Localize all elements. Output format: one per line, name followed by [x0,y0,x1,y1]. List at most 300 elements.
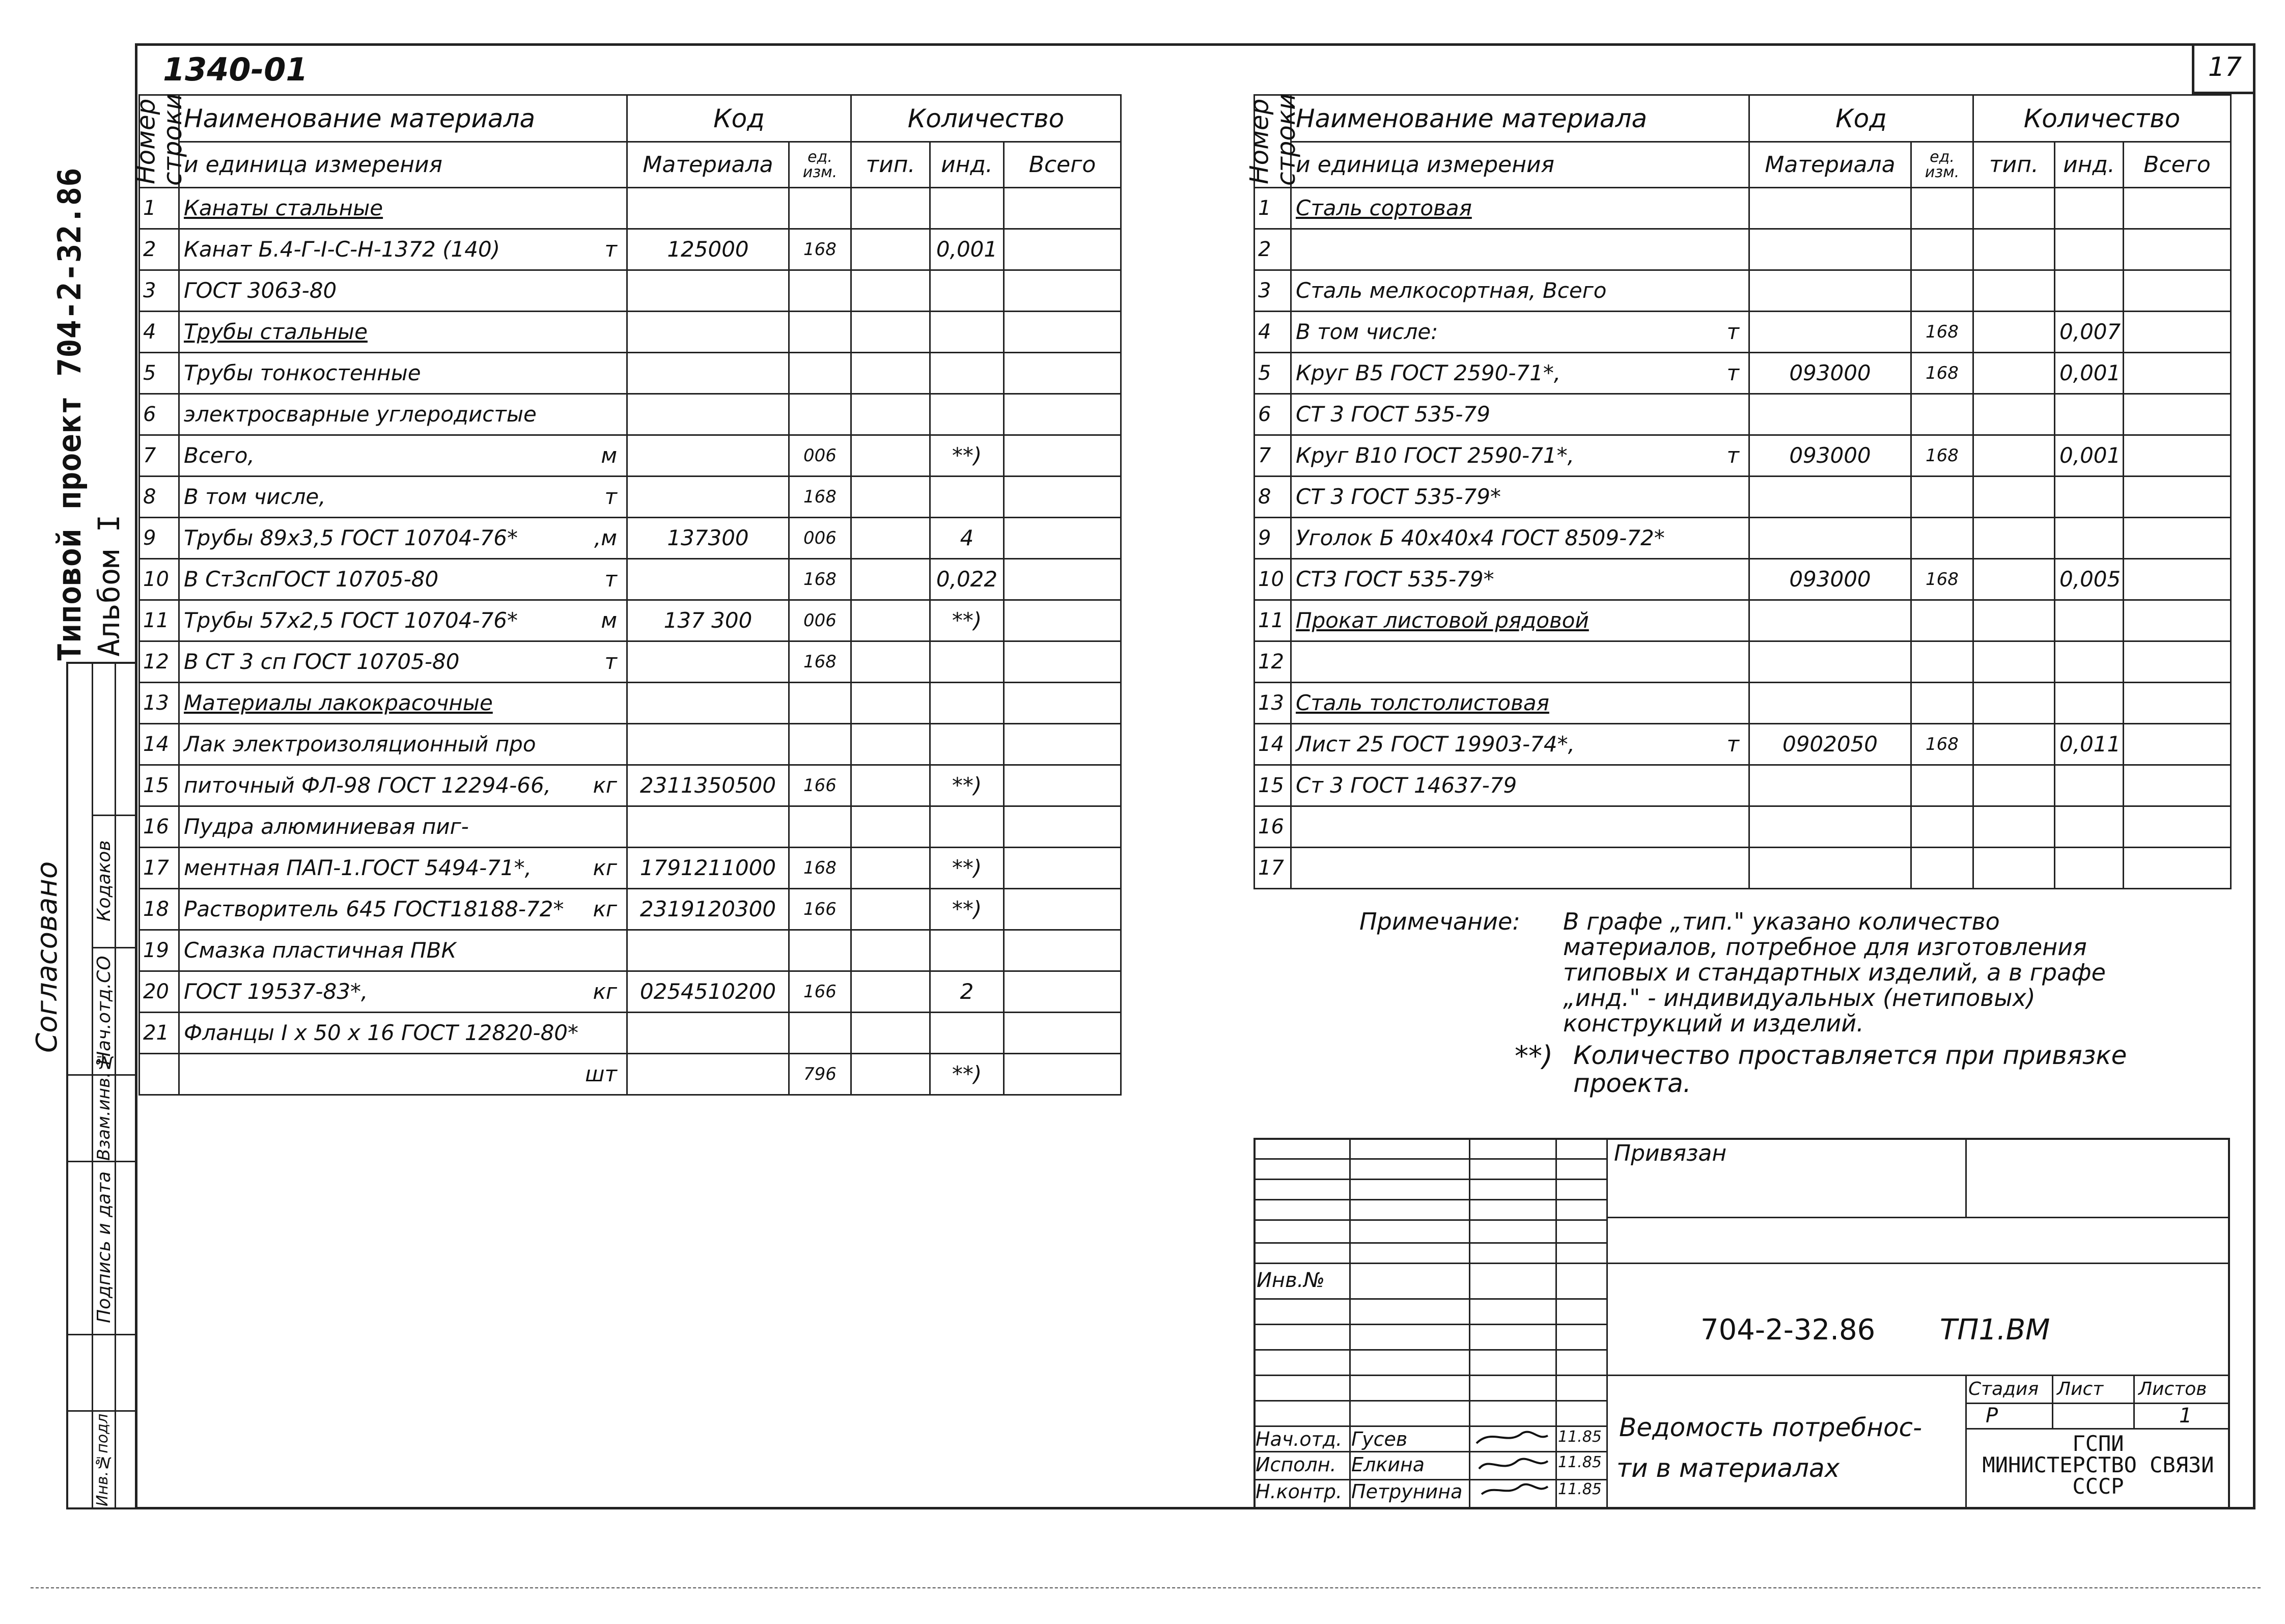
stamp-sheets-label: Листов [2138,1379,2207,1399]
left-row-name [179,477,627,518]
right-row-ind [2055,641,2124,683]
left-row-name [179,559,627,600]
right-row-typ [1973,518,2055,559]
left-table-row [140,229,1121,270]
left-row-ind: **) [930,600,1004,641]
left-row-unit: т [604,237,617,262]
left-table-row [140,971,1121,1013]
left-row-typ [851,1054,930,1095]
right-row-code-material [1749,518,1911,559]
right-row-ind [2055,229,2124,270]
stamp-organization [1966,1433,2230,1497]
right-table-row [1255,518,2231,559]
left-header-typ: тип. [851,142,930,188]
right-table-row [1255,848,2231,889]
right-row-code-material: 093000 [1749,435,1911,477]
left-header-row-number: Номер строки [140,95,179,188]
left-row-code-unit: 168 [789,641,851,683]
left-row-code-unit [789,270,851,312]
left-row-number: 8 [140,477,179,518]
left-row-unit: кг [593,773,617,798]
left-row-ind [930,683,1004,724]
left-row-typ [851,394,930,435]
right-row-number: 8 [1255,477,1291,518]
left-row-total [1004,806,1121,848]
note-star-line-2: проекта. [1573,1069,1691,1098]
left-row-unit: м [601,608,617,633]
right-row-code-unit: 168 [1911,559,1973,600]
left-row-total [1004,848,1121,889]
right-header-total: Всего [2124,142,2231,188]
stamp-stage-label: Стадия [1968,1379,2039,1399]
right-row-number: 13 [1255,683,1291,724]
left-row-ind [930,641,1004,683]
right-table-row [1255,641,2231,683]
left-row-name-text: электросварные углеродистые [184,402,537,427]
left-row-typ [851,806,930,848]
right-row-name-text: Круг В10 ГОСТ 2590-71*, [1296,443,1574,468]
right-table-row [1255,353,2231,394]
left-row-number: 6 [140,394,179,435]
right-row-total [2124,394,2231,435]
left-row-code-unit [789,724,851,765]
right-row-number: 12 [1255,641,1291,683]
left-row-ind: 0,001 [930,229,1004,270]
left-row-name [179,188,627,229]
stamp-title-line-2: ти в материалах [1617,1453,1840,1483]
left-table-row [140,559,1121,600]
right-row-unit: т [1726,443,1739,468]
right-table-row [1255,229,2231,270]
left-row-name [179,229,627,270]
right-row-code-material [1749,765,1911,806]
sheet-number-box [2192,43,2255,94]
drawing-code: 1340-01 [163,51,308,88]
left-row-name [179,435,627,477]
stamp-person-date: 11.85 [1558,1480,1602,1498]
left-row-ind: **) [930,1054,1004,1095]
left-row-code-material: 125000 [627,229,789,270]
left-row-typ [851,435,930,477]
left-row-code-unit [789,683,851,724]
left-row-total [1004,518,1121,559]
right-header-quantity: Количество [1973,95,2231,142]
left-row-ind [930,188,1004,229]
left-row-code-material: 1791211000 [627,848,789,889]
right-row-ind [2055,683,2124,724]
right-row-name [1291,353,1749,394]
right-row-ind [2055,188,2124,229]
left-row-total [1004,889,1121,930]
right-header-code-unit: ед. изм. [1911,142,1973,188]
stamp-title-line-1: Ведомость потребнос- [1619,1413,1922,1442]
right-row-typ [1973,765,2055,806]
left-row-code-material: 137 300 [627,600,789,641]
stamp-org-line-2: МИНИСТЕРСТВО СВЯЗИ [1982,1452,2214,1477]
left-row-ind [930,270,1004,312]
stamp-person-name: Гусев [1351,1428,1408,1450]
left-row-name-text: Канат Б.4-Г-I-С-Н-1372 (140) [184,237,500,262]
right-row-code-unit [1911,188,1973,229]
left-row-typ [851,270,930,312]
left-row-ind [930,353,1004,394]
left-table-row [140,1013,1121,1054]
left-row-ind: **) [930,765,1004,806]
left-row-name-text: Растворитель 645 ГОСТ18188-72* [184,897,564,921]
left-row-name-text: В СТ 3 сп ГОСТ 10705-80 [184,649,460,674]
left-header-total: Всего [1004,142,1121,188]
left-row-code-material [627,188,789,229]
right-row-name-text: Ст 3 ГОСТ 14637-79 [1296,773,1517,798]
right-header-row-number: Номер строки [1255,95,1291,188]
sheet-number: 17 [2208,52,2242,82]
left-row-code-material [627,353,789,394]
right-row-ind: 0,007 [2055,312,2124,353]
left-row-total [1004,765,1121,806]
left-row-unit: м [601,443,617,468]
right-row-code-unit [1911,229,1973,270]
left-row-code-unit: 168 [789,477,851,518]
right-row-ind [2055,806,2124,848]
left-row-total [1004,270,1121,312]
right-row-typ [1973,188,2055,229]
left-table-row [140,848,1121,889]
right-row-name-text: Сталь сортовая [1296,195,1472,220]
left-row-total [1004,229,1121,270]
left-row-total [1004,353,1121,394]
left-table-row [140,188,1121,229]
stamp-person-role: Нач.отд. [1256,1428,1343,1450]
right-row-name [1291,724,1749,765]
left-row-code-unit: 168 [789,229,851,270]
left-header-code: Код [627,95,851,142]
left-row-code-unit: 168 [789,848,851,889]
right-header-unit: и единица измерения [1291,142,1749,188]
left-row-typ [851,641,930,683]
right-row-total [2124,559,2231,600]
note-line-3: типовых и стандартных изделий, а в графе [1563,959,2106,986]
left-table-row [140,353,1121,394]
left-table-row [140,930,1121,971]
left-row-code-material [627,806,789,848]
right-row-total [2124,848,2231,889]
side-inv-original: Инв.№подл [94,1413,112,1506]
right-row-total [2124,353,2231,394]
right-table-row [1255,435,2231,477]
right-row-name [1291,765,1749,806]
left-table-row [140,806,1121,848]
side-replace-inv: Взам.инв.№ [94,1052,114,1161]
left-row-name [179,848,627,889]
note-line-5: конструкций и изделий. [1563,1010,1864,1037]
left-row-code-material [627,435,789,477]
left-row-total [1004,930,1121,971]
left-row-code-unit: 006 [789,518,851,559]
left-row-code-unit: 006 [789,600,851,641]
right-row-name [1291,188,1749,229]
right-header-ind: инд. [2055,142,2124,188]
left-row-code-material [627,559,789,600]
left-row-code-unit [789,1013,851,1054]
right-row-typ [1973,435,2055,477]
right-row-name [1291,270,1749,312]
right-row-unit: т [1726,732,1739,757]
left-row-code-material: 2319120300 [627,889,789,930]
left-row-typ [851,1013,930,1054]
right-row-name-text: Круг В5 ГОСТ 2590-71*, [1296,360,1561,385]
left-row-typ [851,683,930,724]
left-row-total [1004,724,1121,765]
left-table-row [140,724,1121,765]
right-row-total [2124,724,2231,765]
right-row-code-unit: 168 [1911,435,1973,477]
left-row-number: 9 [140,518,179,559]
right-row-name [1291,518,1749,559]
right-table-row [1255,806,2231,848]
left-row-unit: кг [593,897,617,921]
left-row-name [179,1054,627,1095]
note-line-1: В графе „тип." указано количество [1563,908,2000,935]
left-row-code-unit: 166 [789,889,851,930]
left-row-total [1004,188,1121,229]
left-table-row [140,518,1121,559]
right-row-ind [2055,394,2124,435]
right-row-name-text: СТ 3 ГОСТ 535-79 [1296,402,1490,427]
right-row-name-text: Прокат листовой рядовой [1296,608,1589,633]
right-row-ind [2055,848,2124,889]
right-row-ind: 0,005 [2055,559,2124,600]
right-row-code-unit: 168 [1911,724,1973,765]
note-line-2: материалов, потребное для изготовления [1563,933,2087,961]
left-row-total [1004,1054,1121,1095]
left-row-name-text: ГОСТ 3063-80 [184,278,337,303]
right-row-typ [1973,270,2055,312]
right-row-typ [1973,394,2055,435]
left-row-name [179,312,627,353]
left-header-ind: инд. [930,142,1004,188]
left-row-typ [851,971,930,1013]
right-row-code-material [1749,683,1911,724]
left-row-name-text: Трубы 57х2,5 ГОСТ 10704-76* [184,608,518,633]
left-row-ind: **) [930,848,1004,889]
left-row-number: 17 [140,848,179,889]
right-row-ind [2055,518,2124,559]
left-row-code-material [627,1054,789,1095]
left-row-number: 13 [140,683,179,724]
right-row-total [2124,683,2231,724]
right-row-total [2124,641,2231,683]
right-table-row [1255,312,2231,353]
left-header-code-material: Материала [627,142,789,188]
left-row-total [1004,641,1121,683]
right-row-code-unit [1911,600,1973,641]
left-row-name [179,270,627,312]
right-row-total [2124,477,2231,518]
right-row-typ [1973,229,2055,270]
right-row-number: 5 [1255,353,1291,394]
left-row-code-material [627,1013,789,1054]
right-row-number: 9 [1255,518,1291,559]
left-row-code-material [627,394,789,435]
left-row-typ [851,477,930,518]
left-row-name-text: Материалы лакокрасочные [184,690,493,715]
right-row-unit: т [1726,360,1739,385]
left-row-ind: 2 [930,971,1004,1013]
left-row-name [179,641,627,683]
left-row-number: 15 [140,765,179,806]
left-row-code-material: 137300 [627,518,789,559]
left-row-name-text: питочный ФЛ-98 ГОСТ 12294-66, [184,773,551,798]
left-header-name: Наименование материала [179,95,627,142]
left-row-number: 2 [140,229,179,270]
left-row-name [179,930,627,971]
right-row-number: 16 [1255,806,1291,848]
left-row-unit: т [604,649,617,674]
left-row-name [179,353,627,394]
left-row-code-material [627,641,789,683]
left-row-code-material [627,930,789,971]
stamp-bound: Привязан [1614,1140,1727,1166]
left-table-row [140,1054,1121,1095]
left-row-code-unit [789,353,851,394]
right-row-total [2124,188,2231,229]
right-table-row [1255,765,2231,806]
right-row-code-unit [1911,477,1973,518]
stamp-sheets-value: 1 [2179,1404,2192,1427]
left-row-total [1004,394,1121,435]
right-row-number: 6 [1255,394,1291,435]
left-row-number: 12 [140,641,179,683]
left-row-ind [930,724,1004,765]
right-row-name [1291,559,1749,600]
stamp-sheet-code: ТП1.ВМ [1940,1313,2050,1347]
left-row-code-unit: 006 [789,435,851,477]
right-row-total [2124,600,2231,641]
right-row-name [1291,641,1749,683]
left-row-ind [930,477,1004,518]
left-row-typ [851,353,930,394]
left-table-row [140,312,1121,353]
right-row-code-material [1749,806,1911,848]
right-table-row [1255,724,2231,765]
right-row-ind [2055,765,2124,806]
side-agreed: Согласовано [31,861,64,1053]
right-row-ind [2055,270,2124,312]
right-row-name [1291,394,1749,435]
right-row-number: 1 [1255,188,1291,229]
left-row-unit: т [604,567,617,592]
right-row-ind: 0,001 [2055,353,2124,394]
left-row-total [1004,683,1121,724]
right-row-typ [1973,641,2055,683]
left-row-code-unit [789,312,851,353]
right-row-name-text: Сталь мелкосортная, Всего [1296,278,1607,303]
right-table-row [1255,559,2231,600]
right-row-code-material [1749,477,1911,518]
right-row-total [2124,518,2231,559]
right-row-code-material [1749,600,1911,641]
stamp-sheet-label: Лист [2057,1379,2104,1399]
right-row-code-unit [1911,518,1973,559]
right-header-typ: тип. [1973,142,2055,188]
right-row-number: 10 [1255,559,1291,600]
left-header-unit: и единица измерения [179,142,627,188]
left-table-row [140,600,1121,641]
right-row-code-unit [1911,683,1973,724]
left-row-name-text: В Ст3спГОСТ 10705-80 [184,567,439,592]
right-row-total [2124,765,2231,806]
right-row-typ [1973,683,2055,724]
left-row-typ [851,930,930,971]
stamp-person-name: Петрунина [1351,1480,1463,1503]
left-row-number: 1 [140,188,179,229]
right-row-code-material [1749,641,1911,683]
right-row-code-material [1749,394,1911,435]
left-row-number: 19 [140,930,179,971]
right-row-typ [1973,559,2055,600]
left-row-name-text: В том числе, [184,484,326,509]
right-table-row [1255,394,2231,435]
left-row-total [1004,477,1121,518]
right-row-number: 14 [1255,724,1291,765]
left-row-total [1004,971,1121,1013]
left-table-row [140,477,1121,518]
right-row-code-material: 093000 [1749,353,1911,394]
right-row-name [1291,312,1749,353]
right-row-typ [1973,724,2055,765]
right-row-code-material: 093000 [1749,559,1911,600]
left-table-row [140,889,1121,930]
right-row-code-material [1749,312,1911,353]
left-row-typ [851,600,930,641]
right-row-name [1291,229,1749,270]
left-row-ind: **) [930,435,1004,477]
left-row-number: 10 [140,559,179,600]
right-row-name [1291,435,1749,477]
right-row-name-text: Лист 25 ГОСТ 19903-74*, [1296,732,1575,757]
left-row-code-material [627,477,789,518]
left-row-name-text: ГОСТ 19537-83*, [184,979,368,1004]
right-row-number: 2 [1255,229,1291,270]
left-row-total [1004,312,1121,353]
right-row-name [1291,848,1749,889]
left-row-number: 7 [140,435,179,477]
left-row-code-unit: 796 [789,1054,851,1095]
note-star-mark: **) [1515,1040,1553,1072]
stamp-designation: 704-2-32.86 [1701,1313,1876,1347]
left-row-name [179,889,627,930]
right-row-total [2124,312,2231,353]
left-row-typ [851,559,930,600]
right-materials-table [1244,93,2232,889]
left-row-name-text: ментная ПАП-1.ГОСТ 5494-71*, [184,855,532,880]
left-row-typ [851,188,930,229]
right-row-typ [1973,806,2055,848]
side-head-dept: Нач.отд.СО [94,956,115,1066]
left-row-name-text: Лак электроизоляционный про [184,732,536,757]
right-row-typ [1973,848,2055,889]
left-row-name-text: Смазка пластичная ПВК [184,938,457,963]
right-row-typ [1973,353,2055,394]
left-row-name-text: Трубы 89х3,5 ГОСТ 10704-76* [184,525,518,550]
left-row-unit: шт [585,1061,617,1086]
left-row-number: 4 [140,312,179,353]
stamp-inv-number: Инв.№ [1257,1269,1325,1292]
left-row-number [140,1054,179,1095]
right-row-code-material: 0902050 [1749,724,1911,765]
right-row-code-unit: 168 [1911,312,1973,353]
right-row-name-text: СТ3 ГОСТ 535-79* [1296,567,1494,592]
